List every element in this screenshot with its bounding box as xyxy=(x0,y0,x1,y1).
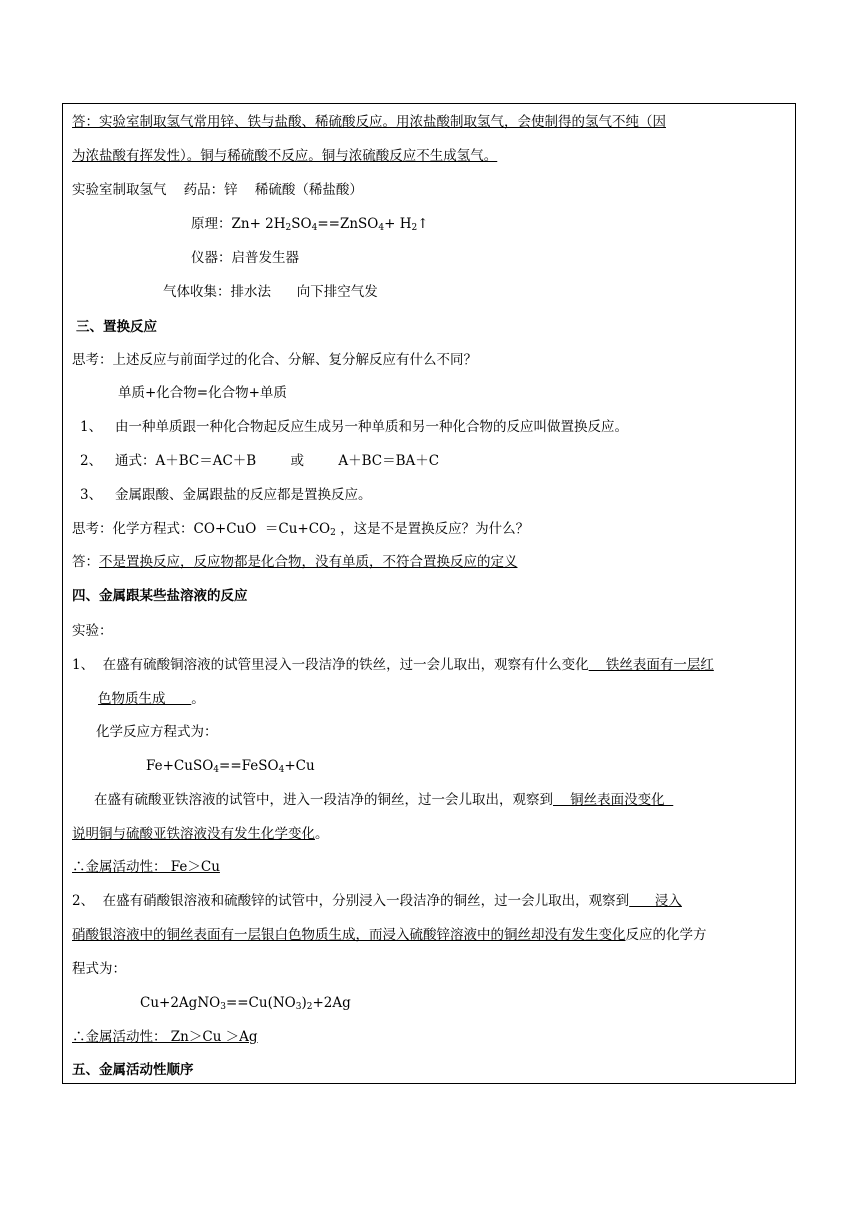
equation-cu-agno3: $Cu+2AgNO_3==Cu(NO_3)_2+2Ag$ xyxy=(140,995,351,1012)
experiment-1-line-2: 色物质生成 。 xyxy=(98,691,205,707)
experiment-2-line-2: 硝酸银溶液中的铜丝表面有一层银白色物质生成，而浸入硫酸锌溶液中的铜丝却没有发生变化反应的化学方 xyxy=(72,927,707,943)
conclusion-line: 说明铜与硫酸亚铁溶液没有发生化学变化。 xyxy=(72,826,329,842)
experiment-2-line-1: 2、 在盛有硝酸银溶液和硫酸锌的试管中，分别浸入一段洁净的铜丝，过一会儿取出，观察到 浸入 xyxy=(72,893,682,909)
experiment-label: 实验： xyxy=(72,623,113,639)
activity-zn-cu-ag: ∴金属活动性： Zn＞Cu ＞Ag xyxy=(72,1029,258,1045)
gas-collection-line: 气体收集：排水法 向下排空气发 xyxy=(163,284,378,300)
answer-line-2: 为浓盐酸有挥发性）。铜与稀硫酸不反应。铜与浓硫酸反应不生成氢气。 xyxy=(72,148,498,164)
activity-fe-cu: ∴金属活动性： Fe＞Cu xyxy=(72,859,220,875)
experiment-2-line-3: 程式为： xyxy=(72,961,126,977)
section-heading-4: 四、金属跟某些盐溶液的反应 xyxy=(72,588,248,604)
section-heading-5: 五、金属活动性顺序 xyxy=(72,1062,194,1078)
point-2: 2、 通式：A＋BC＝AC＋B 或 A＋BC＝BA＋C xyxy=(80,453,440,469)
experiment-1-line-1: 1、 在盛有硫酸铜溶液的试管里浸入一段洁净的铁丝，过一会儿取出，观察有什么变化 铁丝表面有一层红 xyxy=(72,657,714,673)
lab-hydrogen-reagents: 实验室制取氢气 药品：锌 稀硫酸（稀盐酸） xyxy=(72,182,363,198)
experiment-feso4-line: 在盛有硫酸亚铁溶液的试管中，进入一段洁净的铜丝，过一会儿取出，观察到 铜丝表面没变化 xyxy=(94,792,674,808)
think-question-2: 思考：化学方程式：$CO+CuO =Cu+CO_2$ ，这是不是置换反应？为什么？ xyxy=(72,521,530,538)
equation-fe-cuso4: Fe+CuSO$_4$==FeSO$_4$+Cu xyxy=(146,758,315,775)
equation-label-1: 化学反应方程式为： xyxy=(96,724,218,740)
point-3: 3、 金属跟酸、金属跟盐的反应都是置换反应。 xyxy=(80,487,372,503)
principle-equation: 原理：$Zn+ 2H_2SO_4==ZnSO_4+$ $H_2↑$ xyxy=(191,216,429,233)
point-1: 1、 由一种单质跟一种化合物起反应生成另一种单质和另一种化合物的反应叫做置换反应。 xyxy=(80,419,628,435)
apparatus-line: 仪器：启普发生器 xyxy=(191,250,299,266)
section-heading-3: 三、置换反应 xyxy=(76,319,157,335)
answer-2: 答：不是置换反应，反应物都是化合物，没有单质，不符合置换反应的定义 xyxy=(72,554,518,570)
general-formula: 单质+化合物=化合物+单质 xyxy=(118,385,287,401)
answer-line-1: 答：实验室制取氢气常用锌、铁与盐酸、稀硫酸反应。用浓盐酸制取氢气，会使制得的氢气不纯（因 xyxy=(72,114,666,130)
think-question-1: 思考：上述反应与前面学过的化合、分解、复分解反应有什么不同？ xyxy=(72,352,477,368)
